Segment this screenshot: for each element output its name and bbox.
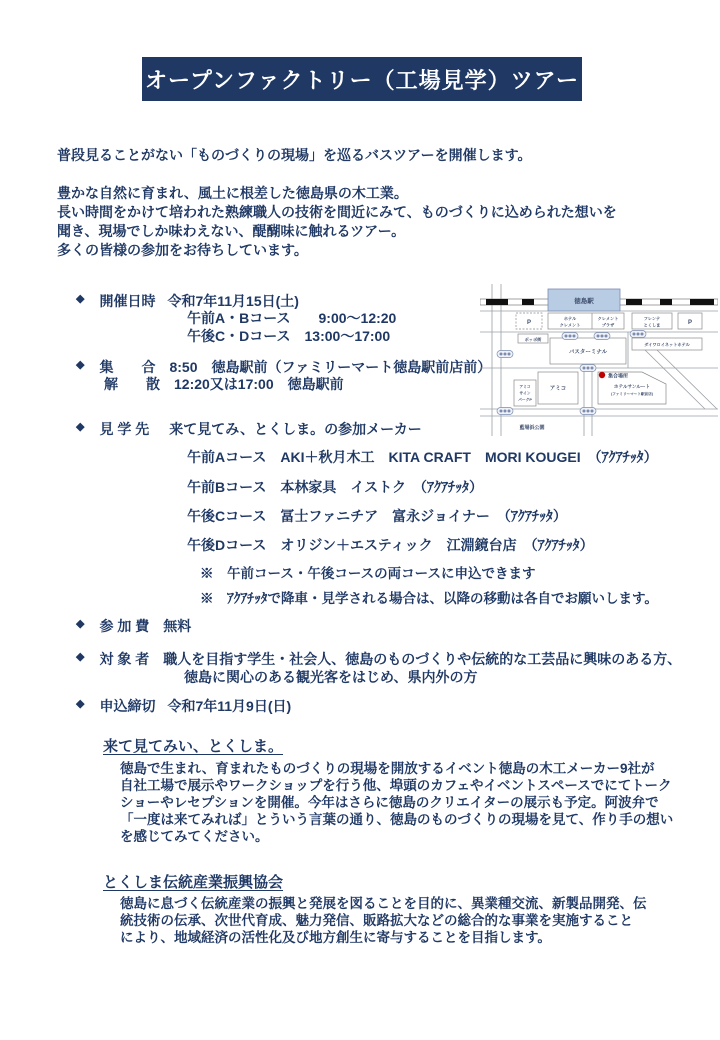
map-graphic (480, 284, 718, 436)
deadline-value: 令和7年11月9日(日) (167, 698, 292, 714)
visit-value: 来て見てみ、とくしま。の参加メーカー (169, 421, 422, 437)
section-line: 「一度は来てみれば」とういう言葉の通り、徳島のものづくりの現場を見て、作り手の想い (120, 812, 674, 827)
section-line: 徳島で生まれ、育まれたものづくりの現場を開放するイベント徳島の木工メーカー9社が (120, 761, 655, 776)
description-line: 豊かな自然に育まれ、風土に根差した徳島県の木工業。 (57, 185, 408, 201)
target-value: 職人を目指す学生・社会人、徳島のものづくりや伝統的な工芸品に興味のある方、 (163, 651, 682, 667)
parking-left-label: P (526, 320, 532, 326)
diamond-bullet-icon: ◆ (76, 651, 85, 663)
course-a-line: 午前Aコース AKI＋秋月木工 KITA CRAFT MORI KOUGEI （ｱｸｱﾁｯﾀ） (187, 449, 658, 465)
frente-label: フレンテ (643, 316, 661, 321)
bus-terminal-label: バスターミナル (568, 349, 608, 356)
station-block (548, 289, 620, 311)
section-line: を感じてみてください。 (120, 829, 269, 844)
detail-row-fee (76, 616, 191, 636)
title-banner (142, 57, 582, 101)
tokushima-station-map (480, 284, 718, 436)
dissolve-line: 解 散 12:20又は17:00 徳島駅前 (104, 376, 344, 392)
fee-label: 参 加 費 (99, 618, 150, 634)
page-title: オープンファクトリー（工場見学）ツアー (145, 67, 579, 93)
station-label: 徳島駅 (574, 298, 594, 305)
clement-plaza-label: クレメント (597, 316, 619, 321)
course-d-line: 午後Dコース オリジン＋エスティック 江淵鏡台店 （ｱｸｱﾁｯﾀ） (187, 537, 594, 553)
intro-text: 普段見ることがない「ものづくりの現場」を巡るバスツアーを開催します。 (57, 147, 532, 163)
daiwa-hotel-label: ダイワロイネットホテル (644, 342, 690, 347)
fee-value: 無料 (163, 618, 192, 634)
target-label: 対 象 者 (99, 651, 150, 667)
amico-label: アミコ (549, 386, 567, 392)
diamond-bullet-icon: ◆ (76, 698, 85, 710)
section-line: 統技術の伝承、次世代育成、魅力発信、販路拡大などの総合的な事業を実施すること (120, 913, 633, 928)
schedule-afternoon-course: 午後C・Dコース 13:00～17:00 (187, 328, 391, 344)
visit-label: 見 学 先 (99, 421, 150, 437)
parking-right-label: P (687, 320, 693, 326)
aibahama-park-label: 藍場浜公園 (519, 425, 545, 431)
course-c-line: 午後Cコース 冨士ファニチア 富永ジョイナー （ｱｸｱﾁｯﾀ） (187, 508, 567, 524)
meeting-point-label: 集合場所 (608, 373, 629, 380)
clement-plaza-label: プラザ (601, 322, 615, 328)
section-heading-association: とくしま伝統産業振興協会 (103, 874, 284, 891)
sunroute-hotel-sublabel: (ファミリーマート駅前店) (611, 392, 653, 396)
section-body-association (120, 895, 647, 946)
description-paragraph (57, 184, 617, 260)
detail-row-target (76, 649, 681, 669)
detail-row-schedule (76, 291, 299, 311)
diamond-bullet-icon: ◆ (76, 293, 85, 305)
diamond-bullet-icon: ◆ (76, 359, 85, 371)
section-line: 自社工場で展示やワークショップを行う他、埠頭のカフェやイベントスペースでにてトーク (120, 778, 672, 793)
course-b-line: 午前Bコース 本林家具 イストク （ｱｸｱﾁｯﾀ） (187, 479, 483, 495)
description-line: 聞き、現場でしか味わえない、醍醐味に触れるツアー。 (57, 223, 406, 239)
sunroute-hotel-label: ホテルサンルート (613, 384, 651, 389)
poppo-street-label: ポッポ街 (524, 337, 542, 342)
schedule-value: 令和7年11月15日(土) (167, 293, 299, 309)
diamond-bullet-icon: ◆ (76, 618, 85, 630)
schedule-label: 開催日時 (99, 293, 156, 309)
description-line: 長い時間をかけて培われた熟練職人の技術を間近にみて、ものづくりに込められた想いを (57, 204, 617, 220)
amico-park-label: パークP (518, 398, 532, 402)
meeting-line: 集 合 8:50 徳島駅前（ファミリーマート徳島駅前店前） (99, 359, 492, 375)
section-line: 徳島に息づく伝統産業の振興と発展を図ることを目的に、異業種交流、新製品開発、伝 (120, 896, 647, 911)
detail-row-meeting (76, 357, 491, 377)
description-line: 多くの皆様の参加をお待ちしています。 (57, 242, 308, 258)
deadline-label: 申込締切 (99, 698, 156, 714)
section-line: ショーやレセプションを開催。今年はさらに徳島のクリエイターの展示も予定。阿波弁で (120, 795, 659, 810)
detail-row-deadline (76, 696, 291, 716)
frente-label: とくしま (643, 322, 661, 328)
section-heading-kitemitemii: 来て見てみい、とくしま。 (103, 738, 284, 755)
visit-note-2: ※ ｱｸｱﾁｯﾀで降車・見学される場合は、以降の移動は各自でお願いします。 (200, 591, 658, 606)
section-line: により、地域経済の活性化及び地方創生に寄与することを目指します。 (120, 930, 551, 945)
detail-row-visit (76, 419, 422, 439)
meeting-point-dot-icon (599, 372, 605, 378)
amico-park-label: サイン (519, 391, 531, 396)
diamond-bullet-icon: ◆ (76, 421, 85, 433)
hotel-clement-label: クレメント (559, 322, 581, 328)
schedule-morning-course: 午前A・Bコース 9:00～12:20 (187, 310, 397, 326)
visit-note-1: ※ 午前コース・午後コースの両コースに申込できます (200, 566, 536, 581)
hotel-clement-label: ホテル (563, 316, 577, 321)
target-value-line2: 徳島に関心のある観光客をはじめ、県内外の方 (184, 669, 478, 685)
amico-park-label: アミコ (519, 385, 531, 389)
section-body-kitemitemii (120, 760, 673, 845)
